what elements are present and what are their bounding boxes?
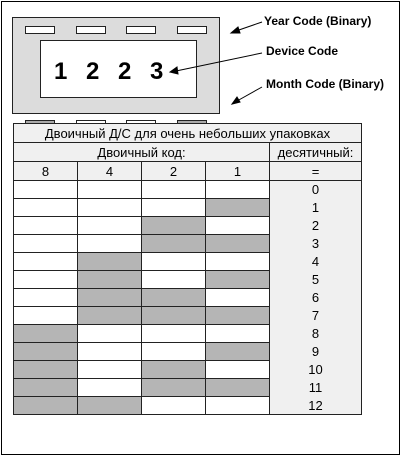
table-row (14, 253, 362, 271)
bit-cell-2 (142, 361, 206, 379)
bit-cell-1 (206, 289, 270, 307)
bit-label-4: 4 (78, 162, 142, 181)
bit-cell-4 (78, 253, 142, 271)
decimal-value: 4 (270, 253, 362, 271)
bit-cell-8 (14, 217, 78, 235)
bit-cell-4 (78, 181, 142, 199)
table-row (14, 343, 362, 361)
bit-cell-1 (206, 379, 270, 397)
decimal-value: 9 (270, 343, 362, 361)
device-code-text: 1 2 2 3 (54, 58, 170, 85)
decimal-value: 12 (270, 397, 362, 415)
bit-cell-1 (206, 397, 270, 415)
decimal-value: 5 (270, 271, 362, 289)
year-code-arrow (236, 22, 262, 31)
bit-cell-1 (206, 181, 270, 199)
bit-cell-4 (78, 361, 142, 379)
bit-cell-8 (14, 235, 78, 253)
bit-cell-2 (142, 181, 206, 199)
bit-cell-8 (14, 271, 78, 289)
bit-cell-8 (14, 379, 78, 397)
decimal-value: 1 (270, 199, 362, 217)
bit-cell-4 (78, 235, 142, 253)
bit-cell-4 (78, 289, 142, 307)
bit-cell-1 (206, 271, 270, 289)
bit-cell-1 (206, 343, 270, 361)
month-code-arrowhead (232, 97, 240, 104)
decimal-value: 3 (270, 235, 362, 253)
table-row (14, 217, 362, 235)
bit-cell-4 (78, 379, 142, 397)
month-code-label: Month Code (Binary) (266, 77, 384, 91)
binary-date-code-table (13, 123, 362, 415)
table-row (14, 397, 362, 415)
bit-cell-2 (142, 325, 206, 343)
bit-cell-1 (206, 217, 270, 235)
bit-label-8: 8 (14, 162, 78, 181)
bit-cell-2 (142, 253, 206, 271)
bit-cell-8 (14, 325, 78, 343)
bit-cell-8 (14, 397, 78, 415)
bit-cell-1 (206, 325, 270, 343)
bit-cell-1 (206, 199, 270, 217)
bit-cell-8 (14, 199, 78, 217)
table-row (14, 271, 362, 289)
binary-code-header: Двоичный код: (14, 143, 270, 162)
bit-cell-2 (142, 271, 206, 289)
bit-cell-4 (78, 343, 142, 361)
decimal-value: 6 (270, 289, 362, 307)
bit-cell-2 (142, 217, 206, 235)
table-row (14, 379, 362, 397)
bit-cell-4 (78, 271, 142, 289)
bit-cell-2 (142, 343, 206, 361)
bit-cell-8 (14, 181, 78, 199)
bit-cell-2 (142, 379, 206, 397)
table-row (14, 199, 362, 217)
table-rows (14, 181, 362, 415)
table-title: Двоичный Д/С для очень небольших упаковках (14, 124, 362, 143)
bit-cell-2 (142, 235, 206, 253)
bit-cell-8 (14, 343, 78, 361)
bit-cell-8 (14, 307, 78, 325)
decimal-value: 0 (270, 181, 362, 199)
decimal-value: 2 (270, 217, 362, 235)
bit-cell-2 (142, 307, 206, 325)
table-row (14, 361, 362, 379)
table-row (14, 325, 362, 343)
bit-cell-4 (78, 325, 142, 343)
bit-cell-4 (78, 307, 142, 325)
decimal-value: 7 (270, 307, 362, 325)
bit-cell-4 (78, 397, 142, 415)
table-row (14, 181, 362, 199)
device-code-arrowhead (170, 67, 178, 74)
decimal-header: десятичный: (270, 143, 362, 162)
bit-cell-4 (78, 217, 142, 235)
table-row (14, 235, 362, 253)
decimal-value: 11 (270, 379, 362, 397)
bit-cell-8 (14, 253, 78, 271)
bit-cell-2 (142, 199, 206, 217)
bit-cell-8 (14, 361, 78, 379)
device-code-arrow (176, 53, 262, 71)
equals-label: = (270, 162, 362, 181)
bit-cell-4 (78, 199, 142, 217)
decimal-value: 10 (270, 361, 362, 379)
decimal-value: 8 (270, 325, 362, 343)
year-code-label: Year Code (Binary) (264, 14, 372, 28)
year-code-arrowhead (231, 27, 240, 33)
month-code-arrow (237, 87, 262, 101)
bit-cell-2 (142, 289, 206, 307)
bit-cell-1 (206, 361, 270, 379)
bit-cell-1 (206, 235, 270, 253)
device-code-label: Device Code (266, 44, 339, 58)
table-row (14, 307, 362, 325)
bit-label-2: 2 (142, 162, 206, 181)
bit-cell-8 (14, 289, 78, 307)
bit-label-1: 1 (206, 162, 270, 181)
bit-cell-2 (142, 397, 206, 415)
bit-cell-1 (206, 253, 270, 271)
bit-cell-1 (206, 307, 270, 325)
table-row (14, 289, 362, 307)
